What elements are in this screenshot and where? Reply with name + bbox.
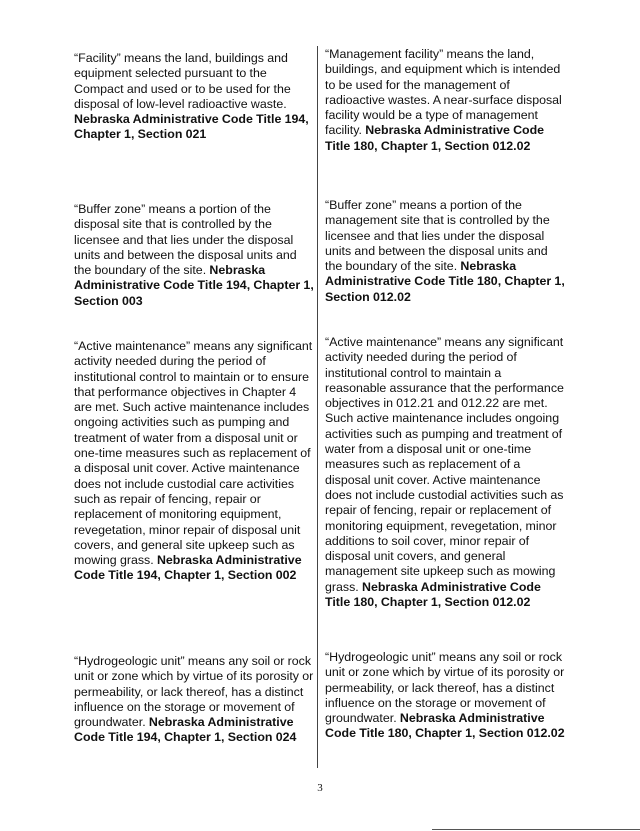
definition-active-maintenance-management — [325, 335, 565, 610]
citation: Nebraska Administrative Code Title 194, Chapter 1, Section 024 — [74, 715, 297, 745]
definition-buffer-zone — [74, 202, 314, 309]
citation: Nebraska Administrative Code Title 194, Chapter 1, Section 002 — [74, 553, 302, 583]
definition-hydrogeologic-unit — [74, 654, 314, 746]
definition-text: “Hydrogeologic unit” means any soil or rock unit or zone which by virtue of its porosity or permeability, or lack thereof, has a distinct influence on the storage or movement of groundwater. — [74, 654, 314, 730]
citation: Nebraska Administrative Code Title 180, Chapter 1, Section 012.02 — [325, 259, 565, 304]
citation: Nebraska Administrative Code Title 194, Chapter 1, Section 021 — [74, 112, 309, 142]
page-number: 3 — [317, 782, 323, 794]
definition-text: “Facility” means the land, buildings and equipment selected pursuant to the Compact and used or to be used for the disposal of low-level radioactive waste. — [74, 51, 291, 111]
definition-text: “Management facility” means the land, buildings, and equipment which is intended to be used for the management of radioactive wastes. A near-surface disposal facility would be a type of management facility. — [325, 47, 562, 138]
definition-text: “Buffer zone” means a portion of the disposal site that is controlled by the licensee and that lies under the disposal units and between the disposal units and the boundary of the site. — [74, 202, 297, 278]
scan-edge-line — [432, 829, 640, 830]
citation: Nebraska Administrative Code Title 180, Chapter 1, Section 012.02 — [325, 579, 541, 610]
definition-hydrogeologic-unit-management — [325, 650, 565, 742]
definition-active-maintenance — [74, 339, 314, 584]
citation: Nebraska Administrative Code Title 194, Chapter 1, Section 003 — [74, 263, 314, 308]
definition-text: “Active maintenance” means any significant activity needed during the period of institutional control to maintain or to ensure that performance objectives in Chapter 4 are met. Such active maintenance includes ongoing activities such as pumping and treatment of water from a disposal unit or one-time measures such as replacement of a disposal unit cover. Active maintenance does not include custodial care activities such as repair of fencing, repair or replacement of monitoring equipment, revegetation, minor repair of disposal unit covers, and general site upkeep such as mowing grass. — [74, 339, 313, 568]
definition-management-facility — [325, 47, 565, 154]
definition-buffer-zone-management — [325, 198, 565, 305]
definition-text: “Hydrogeologic unit” means any soil or rock unit or zone which by virtue of its porosity or permeability, or lack thereof, has a distinct influence on the storage or movement of groundwater. — [325, 650, 565, 726]
definition-text: “Active maintenance” means any significant activity needed during the period of institutional control to maintain a reasonable assurance that the performance objectives in 012.21 and 012.22 are met. Such active maintenance includes ongoing activities such as pumping and treatment of water from a disposal unit or one-time measures such as replacement of a disposal unit cover. Active maintenance does not include custodial activities such as repair of fencing, repair or replacement of monitoring equipment, revegetation, minor additions to soil cover, minor repair of disposal unit covers, and general management site upkeep such as mowing grass. — [325, 335, 564, 594]
column-divider — [317, 46, 318, 768]
definition-facility — [74, 51, 314, 143]
citation: Nebraska Administrative Code Title 180, Chapter 1, Section 012.02 — [325, 123, 545, 153]
definition-text: “Buffer zone” means a portion of the management site that is controlled by the licensee and that lies under the disposal units and between the disposal units and the boundary of the site. — [325, 198, 550, 274]
citation: Nebraska Administrative Code Title 180, Chapter 1, Section 012.02 — [325, 711, 565, 741]
